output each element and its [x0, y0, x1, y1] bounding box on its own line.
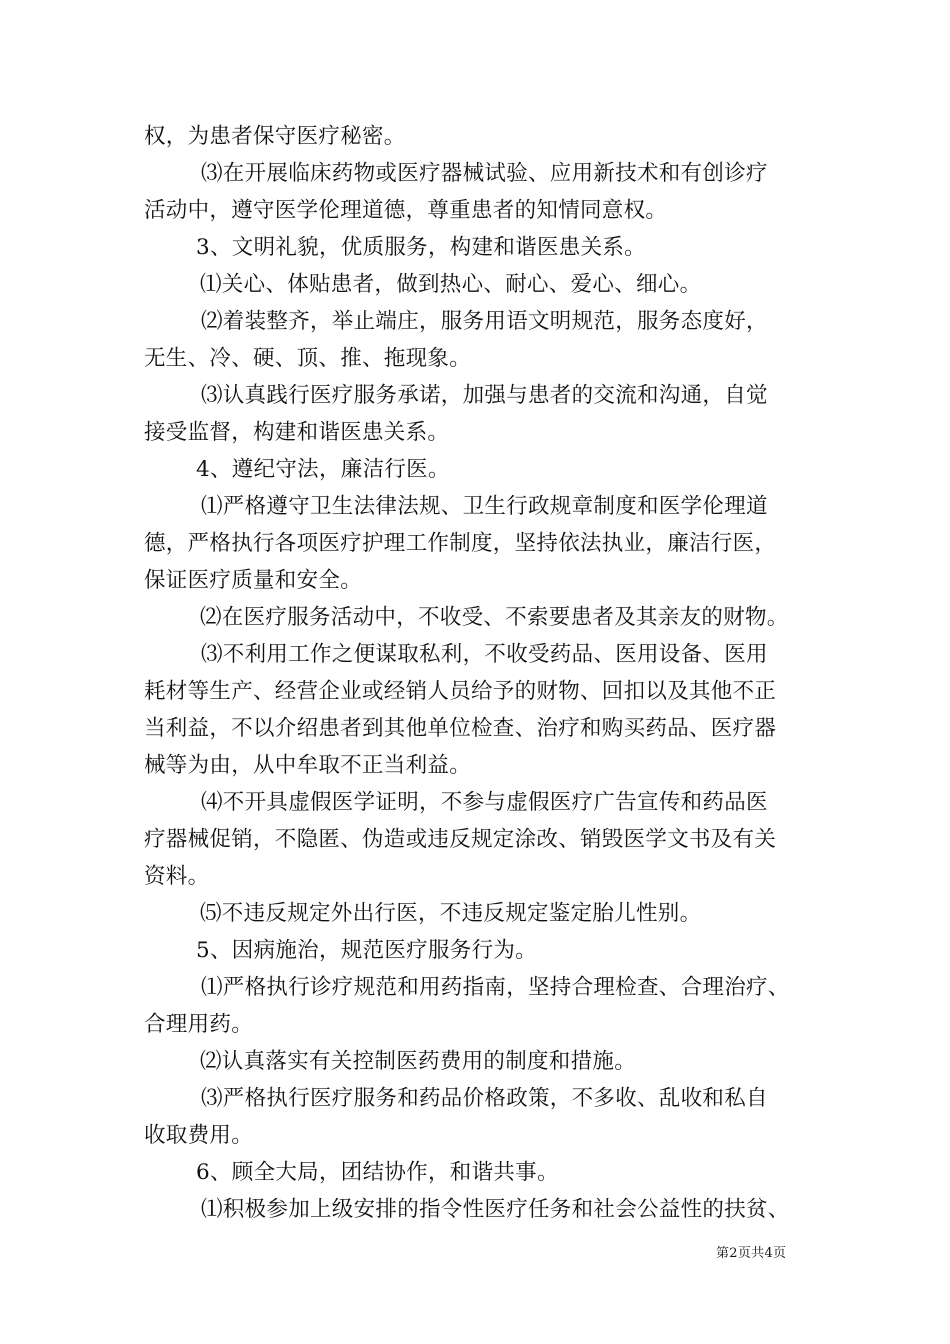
- text-line: ⑶不利用工作之便谋取私利，不收受药品、医用设备、医用: [201, 642, 768, 667]
- text-line: ⑵在医疗服务活动中，不收受、不索要患者及其亲友的财物。: [200, 605, 789, 630]
- text-line: 无生、冷、硬、顶、推、拖现象。: [144, 346, 472, 371]
- text-line: 6、顾全大局，团结协作，和谐共事。: [196, 1160, 559, 1185]
- page-number-footer: 第2页共4页: [716, 1246, 787, 1261]
- text-line: 资料。: [144, 864, 210, 889]
- text-line: 保证医疗质量和安全。: [144, 568, 363, 593]
- text-line: 疗器械促销，不隐匿、伪造或违反规定涂改、销毁医学文书及有关: [144, 827, 777, 852]
- text-line: ⑶严格执行医疗服务和药品价格政策，不多收、乱收和私自: [201, 1086, 768, 1111]
- text-line: 合理用药。: [144, 1012, 254, 1037]
- text-line: 械等为由，从中牟取不正当利益。: [144, 753, 472, 778]
- text-line: ⑴积极参加上级安排的指令性医疗任务和社会公益性的扶贫、: [201, 1197, 790, 1222]
- text-line: ⑴严格遵守卫生法律法规、卫生行政规章制度和医学伦理道: [201, 494, 768, 519]
- text-line: ⑸不违反规定外出行医，不违反规定鉴定胎儿性别。: [200, 901, 702, 926]
- text-line: 德，严格执行各项医疗护理工作制度，坚持依法执业，廉洁行医，: [144, 531, 777, 556]
- text-line: ⑴严格执行诊疗规范和用药指南，坚持合理检查、合理治疗、: [201, 975, 790, 1000]
- text-line: ⑴关心、体贴患者，做到热心、耐心、爱心、细心。: [200, 272, 702, 297]
- text-line: 5、因病施治，规范医疗服务行为。: [196, 938, 537, 963]
- text-line: 权，为患者保守医疗秘密。: [144, 124, 406, 149]
- text-line: 活动中，遵守医学伦理道德，尊重患者的知情同意权。: [144, 198, 668, 223]
- text-line: 当利益，不以介绍患者到其他单位检查、治疗和购买药品、医疗器: [144, 716, 777, 741]
- text-line: 3、文明礼貌，优质服务，构建和谐医患关系。: [196, 235, 646, 260]
- text-line: 收取费用。: [144, 1123, 254, 1148]
- text-line: ⑷不开具虚假医学证明，不参与虚假医疗广告宣传和药品医: [201, 790, 768, 815]
- text-line: 耗材等生产、经营企业或经销人员给予的财物、回扣以及其他不正: [144, 679, 777, 704]
- text-line: ⑶在开展临床药物或医疗器械试验、应用新技术和有创诊疗: [201, 161, 768, 186]
- text-line: ⑶认真践行医疗服务承诺，加强与患者的交流和沟通，自觉: [201, 383, 768, 408]
- text-line: ⑵认真落实有关控制医药费用的制度和措施。: [200, 1049, 637, 1074]
- text-line: 接受监督，构建和谐医患关系。: [144, 420, 450, 445]
- text-line: ⑵着装整齐，举止端庄，服务用语文明规范，服务态度好，: [201, 309, 768, 334]
- text-line: 4、遵纪守法，廉洁行医。: [196, 457, 450, 482]
